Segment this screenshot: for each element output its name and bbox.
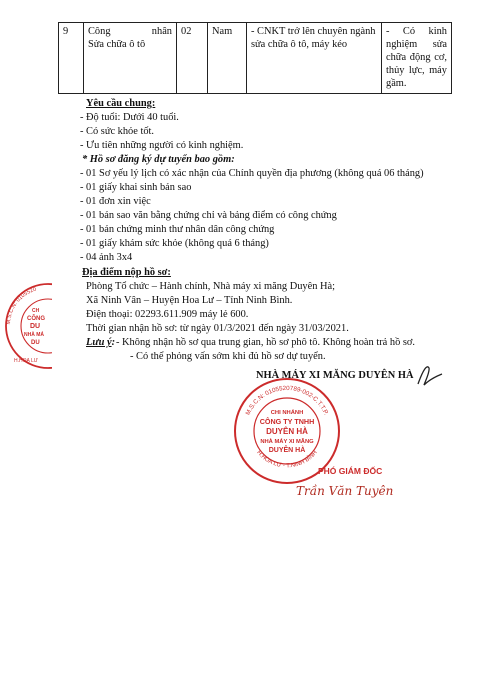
exp-line: nghiệm sửa bbox=[386, 39, 447, 50]
cell-skill bbox=[247, 23, 382, 94]
location-heading: Địa điểm nộp hồ sơ: bbox=[82, 267, 171, 278]
location-line: Xã Ninh Vân – Huyện Hoa Lư – Tỉnh Ninh Bình. bbox=[86, 295, 293, 306]
note-line: - Không nhận hồ sơ qua trung gian, hồ sơ phô tô. Không hoàn trả hồ sơ. bbox=[116, 337, 416, 348]
requirements-table bbox=[58, 22, 452, 94]
dossier-item: - 01 bản chứng minh thư nhân dân công chứng bbox=[80, 224, 275, 235]
dossier-item: - 01 bản sao văn bằng chứng chỉ và bảng điểm có công chứng bbox=[80, 210, 337, 221]
skill-line: - CNKT trở lên chuyên ngành bbox=[251, 26, 376, 37]
stamp-ring-top: M.S.C.N: 0105520789-002-C.T.T.P. bbox=[244, 384, 330, 417]
general-item: - Có sức khỏe tốt. bbox=[80, 126, 155, 137]
partial-stamp-line: NHÀ MÁ bbox=[24, 332, 44, 338]
skill-line: sửa chữa ô tô, máy kéo bbox=[251, 39, 348, 50]
dossier-item: - 01 giấy khai sinh bản sao bbox=[80, 182, 192, 193]
dossier-item: - 01 đơn xin việc bbox=[80, 196, 151, 207]
signature-mark-icon bbox=[415, 360, 445, 388]
location-phone: Điện thoại: 02293.611.909 máy lẻ 600. bbox=[86, 309, 249, 320]
partial-stamp-line: CÔNG bbox=[27, 316, 45, 322]
exp-line: chữa động cơ, bbox=[386, 52, 447, 63]
note-label-text: Lưu ý bbox=[86, 337, 112, 348]
general-item: - Độ tuổi: Dưới 40 tuổi. bbox=[80, 112, 179, 123]
note-label-colon: : bbox=[111, 337, 116, 348]
exp-line: gầm. bbox=[386, 78, 407, 89]
position-line: Sửa chữa ô tô bbox=[88, 39, 146, 50]
exp-line: thủy lực, máy bbox=[386, 65, 447, 76]
dossier-item: - 04 ảnh 3x4 bbox=[80, 252, 133, 263]
stamp-ring-bottom: H.HOA LƯ - T.NINH BÌNH bbox=[255, 449, 319, 470]
location-line: Phòng Tổ chức – Hành chính, Nhà máy xi măng Duyên Hà; bbox=[86, 281, 335, 292]
general-heading: Yêu cầu chung: bbox=[86, 98, 156, 109]
location-period: Thời gian nhận hồ sơ: từ ngày 01/3/2021 đến ngày 31/03/2021. bbox=[86, 323, 349, 334]
partial-stamp bbox=[0, 282, 52, 370]
partial-stamp-ring-bottom: H.HOA LƯ bbox=[14, 358, 38, 364]
dossier-item: - 01 giấy khám sức khỏe (không quá 6 tháng) bbox=[80, 238, 269, 249]
exp-line: - Có kinh bbox=[386, 26, 447, 37]
stamp-center-line: DUYÊN HÀ bbox=[266, 427, 308, 436]
position-line: Công nhân bbox=[88, 26, 172, 37]
note-line: - Có thể phỏng vấn sớm khi đủ hồ sơ dự tuyển. bbox=[130, 351, 326, 362]
stamp-center-line: CÔNG TY TNHH bbox=[259, 417, 315, 426]
stamp-center-line: CHI NHÁNH bbox=[270, 410, 304, 416]
partial-stamp-line: DU bbox=[31, 340, 40, 346]
cell-experience bbox=[382, 23, 452, 94]
stamp-center-line: NHÀ MÁY XI MĂNG bbox=[260, 439, 314, 445]
dossier-item: - 01 Sơ yếu lý lịch có xác nhận của Chính quyền địa phương (không quá 06 tháng) bbox=[80, 168, 424, 179]
partial-stamp-ring: M.S.C.N: 0105520 bbox=[5, 286, 38, 325]
table-row bbox=[59, 23, 452, 94]
dossier-heading: * Hồ sơ đăng ký dự tuyển bao gồm: bbox=[82, 154, 235, 165]
cell-position bbox=[84, 23, 177, 94]
cell-quantity: 02 bbox=[177, 23, 208, 94]
signature-org: NHÀ MÁY XI MĂNG DUYÊN HÀ bbox=[256, 370, 414, 381]
signature-name: Trần Văn Tuyên bbox=[296, 484, 394, 498]
cell-gender: Nam bbox=[208, 23, 247, 94]
cell-no: 9 bbox=[59, 23, 84, 94]
general-item: - Ưu tiên những người có kinh nghiệm. bbox=[80, 140, 244, 151]
stamp-center-line: DUYÊN HÀ bbox=[268, 447, 306, 454]
partial-stamp-line: DU bbox=[30, 323, 41, 330]
note-label bbox=[86, 336, 115, 349]
signature-title: PHÓ GIÁM ĐỐC bbox=[318, 466, 383, 476]
partial-stamp-line: CH bbox=[32, 308, 40, 314]
